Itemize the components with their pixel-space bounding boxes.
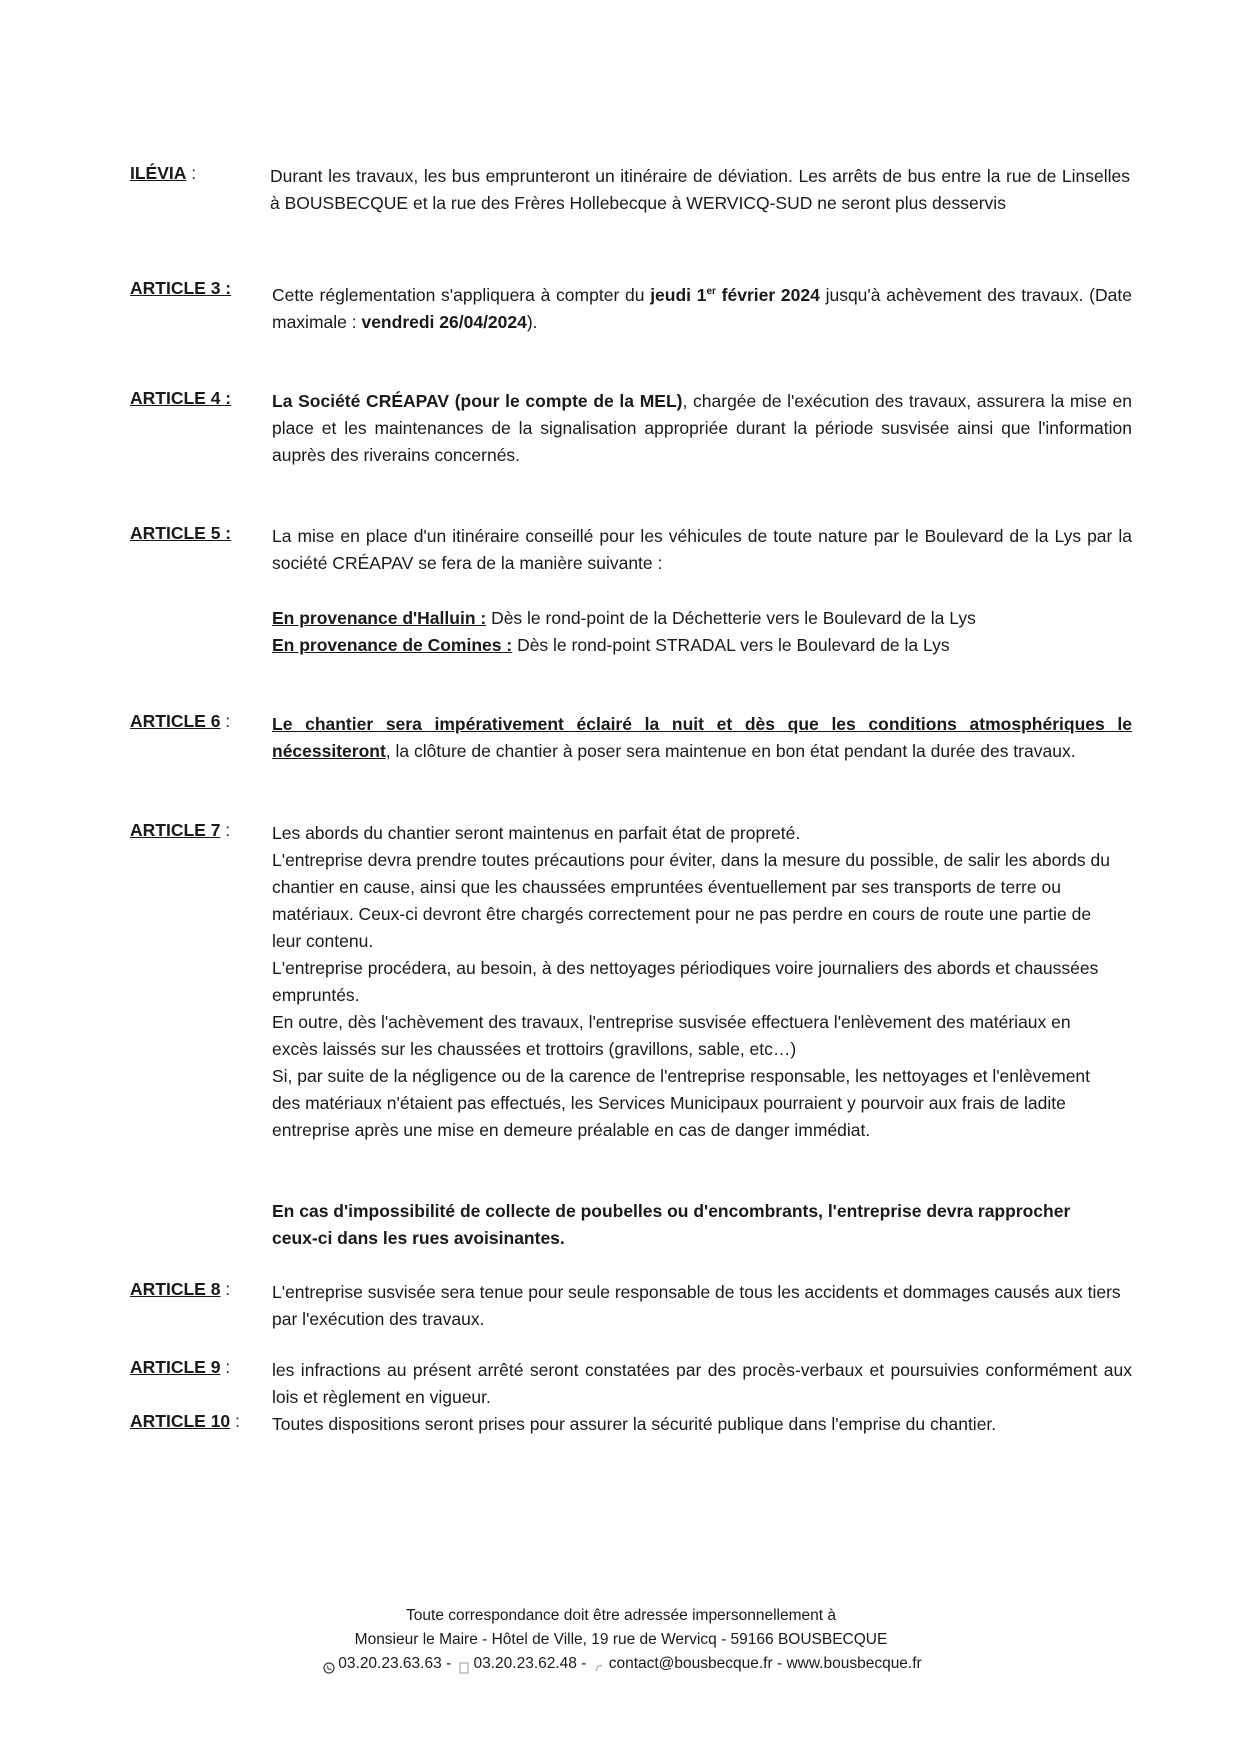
article-label bbox=[130, 1279, 230, 1300]
article-label bbox=[130, 711, 230, 732]
route-item bbox=[272, 605, 1132, 632]
route-list bbox=[272, 605, 1132, 659]
article-label bbox=[130, 1357, 230, 1378]
article-text bbox=[272, 711, 1132, 765]
website-link[interactable]: www.bousbecque.fr bbox=[786, 1655, 922, 1672]
paragraph: Si, par suite de la négligence ou de la carence de l'entreprise responsable, les nettoyages et l'enlèvement des matériaux n'étaient pas effectués, les Services Municipaux pourraient y pourvoir aux frais de ladite entreprise après une mise en demeure préalable en cas de danger immédiat. bbox=[272, 1066, 1091, 1140]
phone-icon bbox=[323, 1658, 335, 1670]
label-colon: : bbox=[220, 820, 231, 840]
footer-contacts bbox=[0, 1652, 1242, 1676]
label-text: ARTICLE 8 bbox=[130, 1279, 221, 1299]
text: Cette réglementation s'appliquera à compter du bbox=[272, 284, 651, 305]
article-text: L'entreprise susvisée sera tenue pour seule responsable de tous les accidents et dommages causés aux tiers par l'exécution des travaux. bbox=[272, 1282, 1121, 1329]
fax-number: 03.20.23.62.48 bbox=[473, 1655, 577, 1672]
label-colon: : bbox=[186, 163, 197, 183]
label-colon: : bbox=[220, 1357, 231, 1377]
article-label bbox=[130, 523, 231, 544]
date-max: vendredi 26/04/2024 bbox=[361, 311, 527, 332]
date-start-month: février 2024 bbox=[715, 284, 820, 305]
section-text: Durant les travaux, les bus emprunteront un itinéraire de déviation. Les arrêts de bus entre la rue de Linselles à BOUSBECQUE et la rue des Frères Hollebecque à WERVICQ-SUD ne seront plus desservis bbox=[270, 166, 1130, 213]
phone-number: 03.20.23.63.63 bbox=[338, 1655, 442, 1672]
article-text bbox=[272, 278, 1132, 336]
text: , chargée de l'exécution des travaux, assurera la mise en place et les maintenances de la signalisation appropriée durant la période susvisée ainsi que l'information auprès des riverains concernés. bbox=[272, 391, 1132, 465]
route-origin: En provenance de Comines : bbox=[272, 635, 513, 655]
section-label bbox=[130, 163, 196, 184]
label-text: ARTICLE 7 bbox=[130, 820, 221, 840]
paragraph: Les abords du chantier seront maintenus en parfait état de propreté. bbox=[272, 823, 801, 843]
paragraph: L'entreprise devra prendre toutes précautions pour éviter, dans la mesure du possible, de salir les abords du chantier en cause, ainsi que les chaussées empruntées éventuellement par ses transports de terre ou matériaux. Ceux-ci devront être chargés correctement pour ne pas perdre en cours de route une partie de leur contenu. bbox=[272, 850, 1110, 951]
separator: - bbox=[772, 1655, 787, 1672]
label-text: ARTICLE 10 bbox=[130, 1411, 231, 1431]
fax-icon bbox=[458, 1658, 470, 1670]
emphasis-text: Le chantier sera impérativement éclairé la nuit et dès que les conditions atmosphériques le nécessiteront bbox=[272, 714, 1132, 761]
footer-notice: Toute correspondance doit être adressée impersonnellement à bbox=[406, 1607, 836, 1624]
label-text: ARTICLE 6 bbox=[130, 711, 221, 731]
text: , la clôture de chantier à poser sera maintenue en bon état pendant la durée des travaux. bbox=[385, 741, 1076, 761]
article-label bbox=[130, 278, 231, 299]
email-icon bbox=[594, 1658, 606, 1670]
label-colon: : bbox=[230, 1411, 240, 1431]
email-link[interactable]: contact@bousbecque.fr bbox=[608, 1655, 773, 1672]
article-label bbox=[130, 820, 230, 841]
article-text: La mise en place d'un itinéraire conseillé pour les véhicules de toute nature par le Boulevard de la Lys par la société CRÉAPAV se fera de la manière suivante : bbox=[272, 526, 1132, 573]
footer bbox=[0, 1604, 1242, 1676]
company-name: La Société CRÉAPAV (pour le compte de la MEL) bbox=[272, 391, 683, 411]
separator: - bbox=[576, 1655, 591, 1672]
collection-note: En cas d'impossibilité de collecte de poubelles ou d'encombrants, l'entreprise devra rapprocher ceux-ci dans les rues avoisinantes. bbox=[272, 1201, 1071, 1248]
label-text: ILÉVIA bbox=[130, 163, 187, 183]
article-text: les infractions au présent arrêté seront constatées par des procès-verbaux et poursuivies conformément aux lois et règlement en vigueur. bbox=[272, 1360, 1132, 1407]
text: jusqu'à achèvement des travaux. (Date maximale : bbox=[272, 284, 1132, 332]
article-label bbox=[130, 1411, 240, 1432]
separator: - bbox=[441, 1655, 456, 1672]
text: ). bbox=[526, 311, 538, 332]
label-text: ARTICLE 4 : bbox=[130, 388, 232, 408]
article-label bbox=[130, 388, 231, 409]
route-item bbox=[272, 632, 1132, 659]
footer-address: Monsieur le Maire - Hôtel de Ville, 19 rue de Wervicq - 59166 BOUSBECQUE bbox=[354, 1631, 888, 1648]
article-text bbox=[272, 388, 1132, 469]
label-text: ARTICLE 9 bbox=[130, 1357, 221, 1377]
route-origin: En provenance d'Halluin : bbox=[272, 608, 487, 628]
article-paragraphs bbox=[272, 820, 1112, 1144]
article-text: Toutes dispositions seront prises pour assurer la sécurité publique dans l'emprise du chantier. bbox=[272, 1414, 997, 1434]
route-text: Dès le rond-point STRADAL vers le Boulevard de la Lys bbox=[512, 635, 950, 655]
label-colon: : bbox=[220, 711, 231, 731]
label-colon: : bbox=[220, 1279, 231, 1299]
paragraph: L'entreprise procédera, au besoin, à des nettoyages périodiques voire journaliers des abords et chaussées empruntés. bbox=[272, 958, 1099, 1005]
paragraph: En outre, dès l'achèvement des travaux, l'entreprise susvisée effectuera l'enlèvement des matériaux en excès laissés sur les chaussées et trottoirs (gravillons, sable, etc…) bbox=[272, 1012, 1071, 1059]
route-text: Dès le rond-point de la Déchetterie vers le Boulevard de la Lys bbox=[486, 608, 976, 628]
ordinal: er bbox=[706, 286, 716, 297]
label-text: ARTICLE 5 : bbox=[130, 523, 232, 543]
date-start: jeudi 1 bbox=[650, 284, 707, 305]
label-text: ARTICLE 3 : bbox=[130, 278, 232, 298]
